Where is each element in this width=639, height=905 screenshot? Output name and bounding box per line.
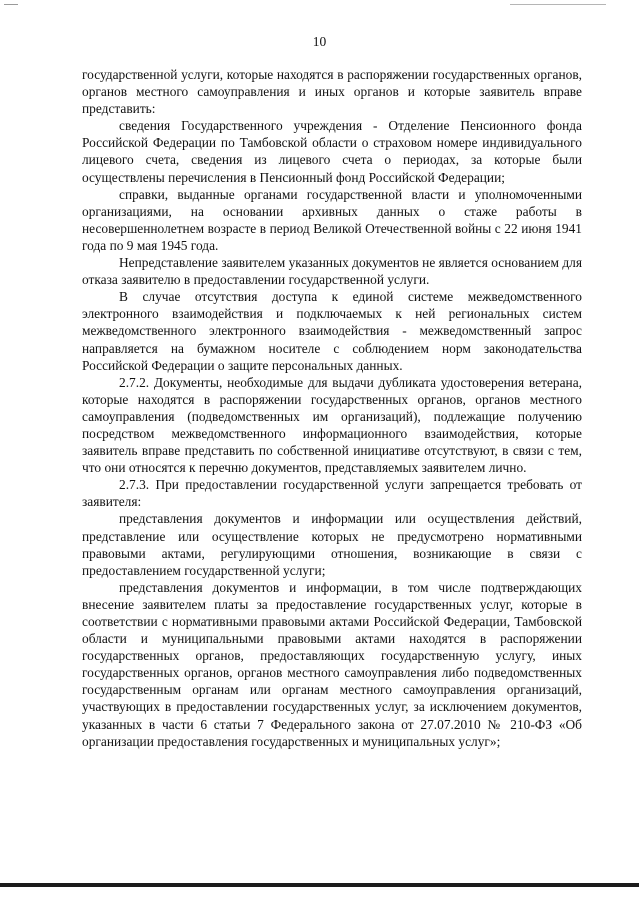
paragraph-prohibition-1: представления документов и информации или осуществления действий, представление или осуществление которых не предусмотрено нормативными правовыми актами, регулирующими отношения, возникающие в связи с предоставлением государственной услуги;	[82, 511, 582, 578]
paragraph-required-documents: государственной услуги, которые находятся в распоряжении государственных органов, органов местного самоуправления и иных органов и которые заявитель вправе представить:	[82, 67, 582, 117]
paragraph-archive-certificates: справки, выданные органами государственной власти и уполномоченными организациями, на основании архивных данных о стаже работы в несовершеннолетнем возрасте в период Великой Отечественной войны с 22 июня 1941 года по 9 мая 1945 года.	[82, 186, 582, 253]
paragraph-no-access-case: В случае отсутствия доступа к единой системе межведомственного электронного взаимодействия и подключаемых к ней региональных систем межведомственного электронного взаимодействия - межведомственный запрос направляется на бумажном носителе с соблюдением норм законодательства Российской Федерации о защите персональных данных.	[82, 289, 582, 373]
bottom-scan-border	[0, 883, 639, 887]
document-body	[82, 66, 582, 750]
scan-mark	[510, 4, 606, 5]
paragraph-pension-fund-info: сведения Государственного учреждения - Отделение Пенсионного фонда Российской Федерации по Тамбовской области о страховом номере индивидуального лицевого счета, сведения из лицевого счета о периодах, за которые были осуществлены перечисления в Пенсионный фонд Российской Федерации;	[82, 118, 582, 185]
paragraph-2-7-2: 2.7.2. Документы, необходимые для выдачи дубликата удостоверения ветерана, которые находятся в распоряжении государственных органов, органов местного самоуправления (подведомственных им организаций), подлежащие получению посредством межведомственного информационного взаимодействия, которые заявитель вправе представить по собственной инициативе отсутствуют, в связи с тем, что они относятся к перечню документов, представляемых заявителем лично.	[82, 374, 582, 476]
paragraph-2-7-3: 2.7.3. При предоставлении государственной услуги запрещается требовать от заявителя:	[82, 477, 582, 510]
scan-mark	[4, 4, 18, 5]
paragraph-non-submission: Непредставление заявителем указанных документов не является основанием для отказа заявителю в предоставлении государственной услуги.	[82, 255, 582, 288]
paragraph-prohibition-2: представления документов и информации, в том числе подтверждающих внесение заявителем платы за предоставление государственных услуг, которые в соответствии с нормативными правовыми актами Российской Федерации, Тамбовской области и муниципальными правовыми актами находятся в распоряжении государственных органов, предоставляющих государственную услугу, иных государственных органов, органов местного самоуправления либо подведомственных государственным органам или органам местного самоуправления организаций, участвующих в предоставлении государственных услуг, за исключением документов, указанных в части 6 статьи 7 Федерального закона от 27.07.2010 № 210-ФЗ «Об организации предоставления государственных и муниципальных услуг»;	[82, 579, 582, 749]
page-number: 10	[312, 34, 327, 49]
